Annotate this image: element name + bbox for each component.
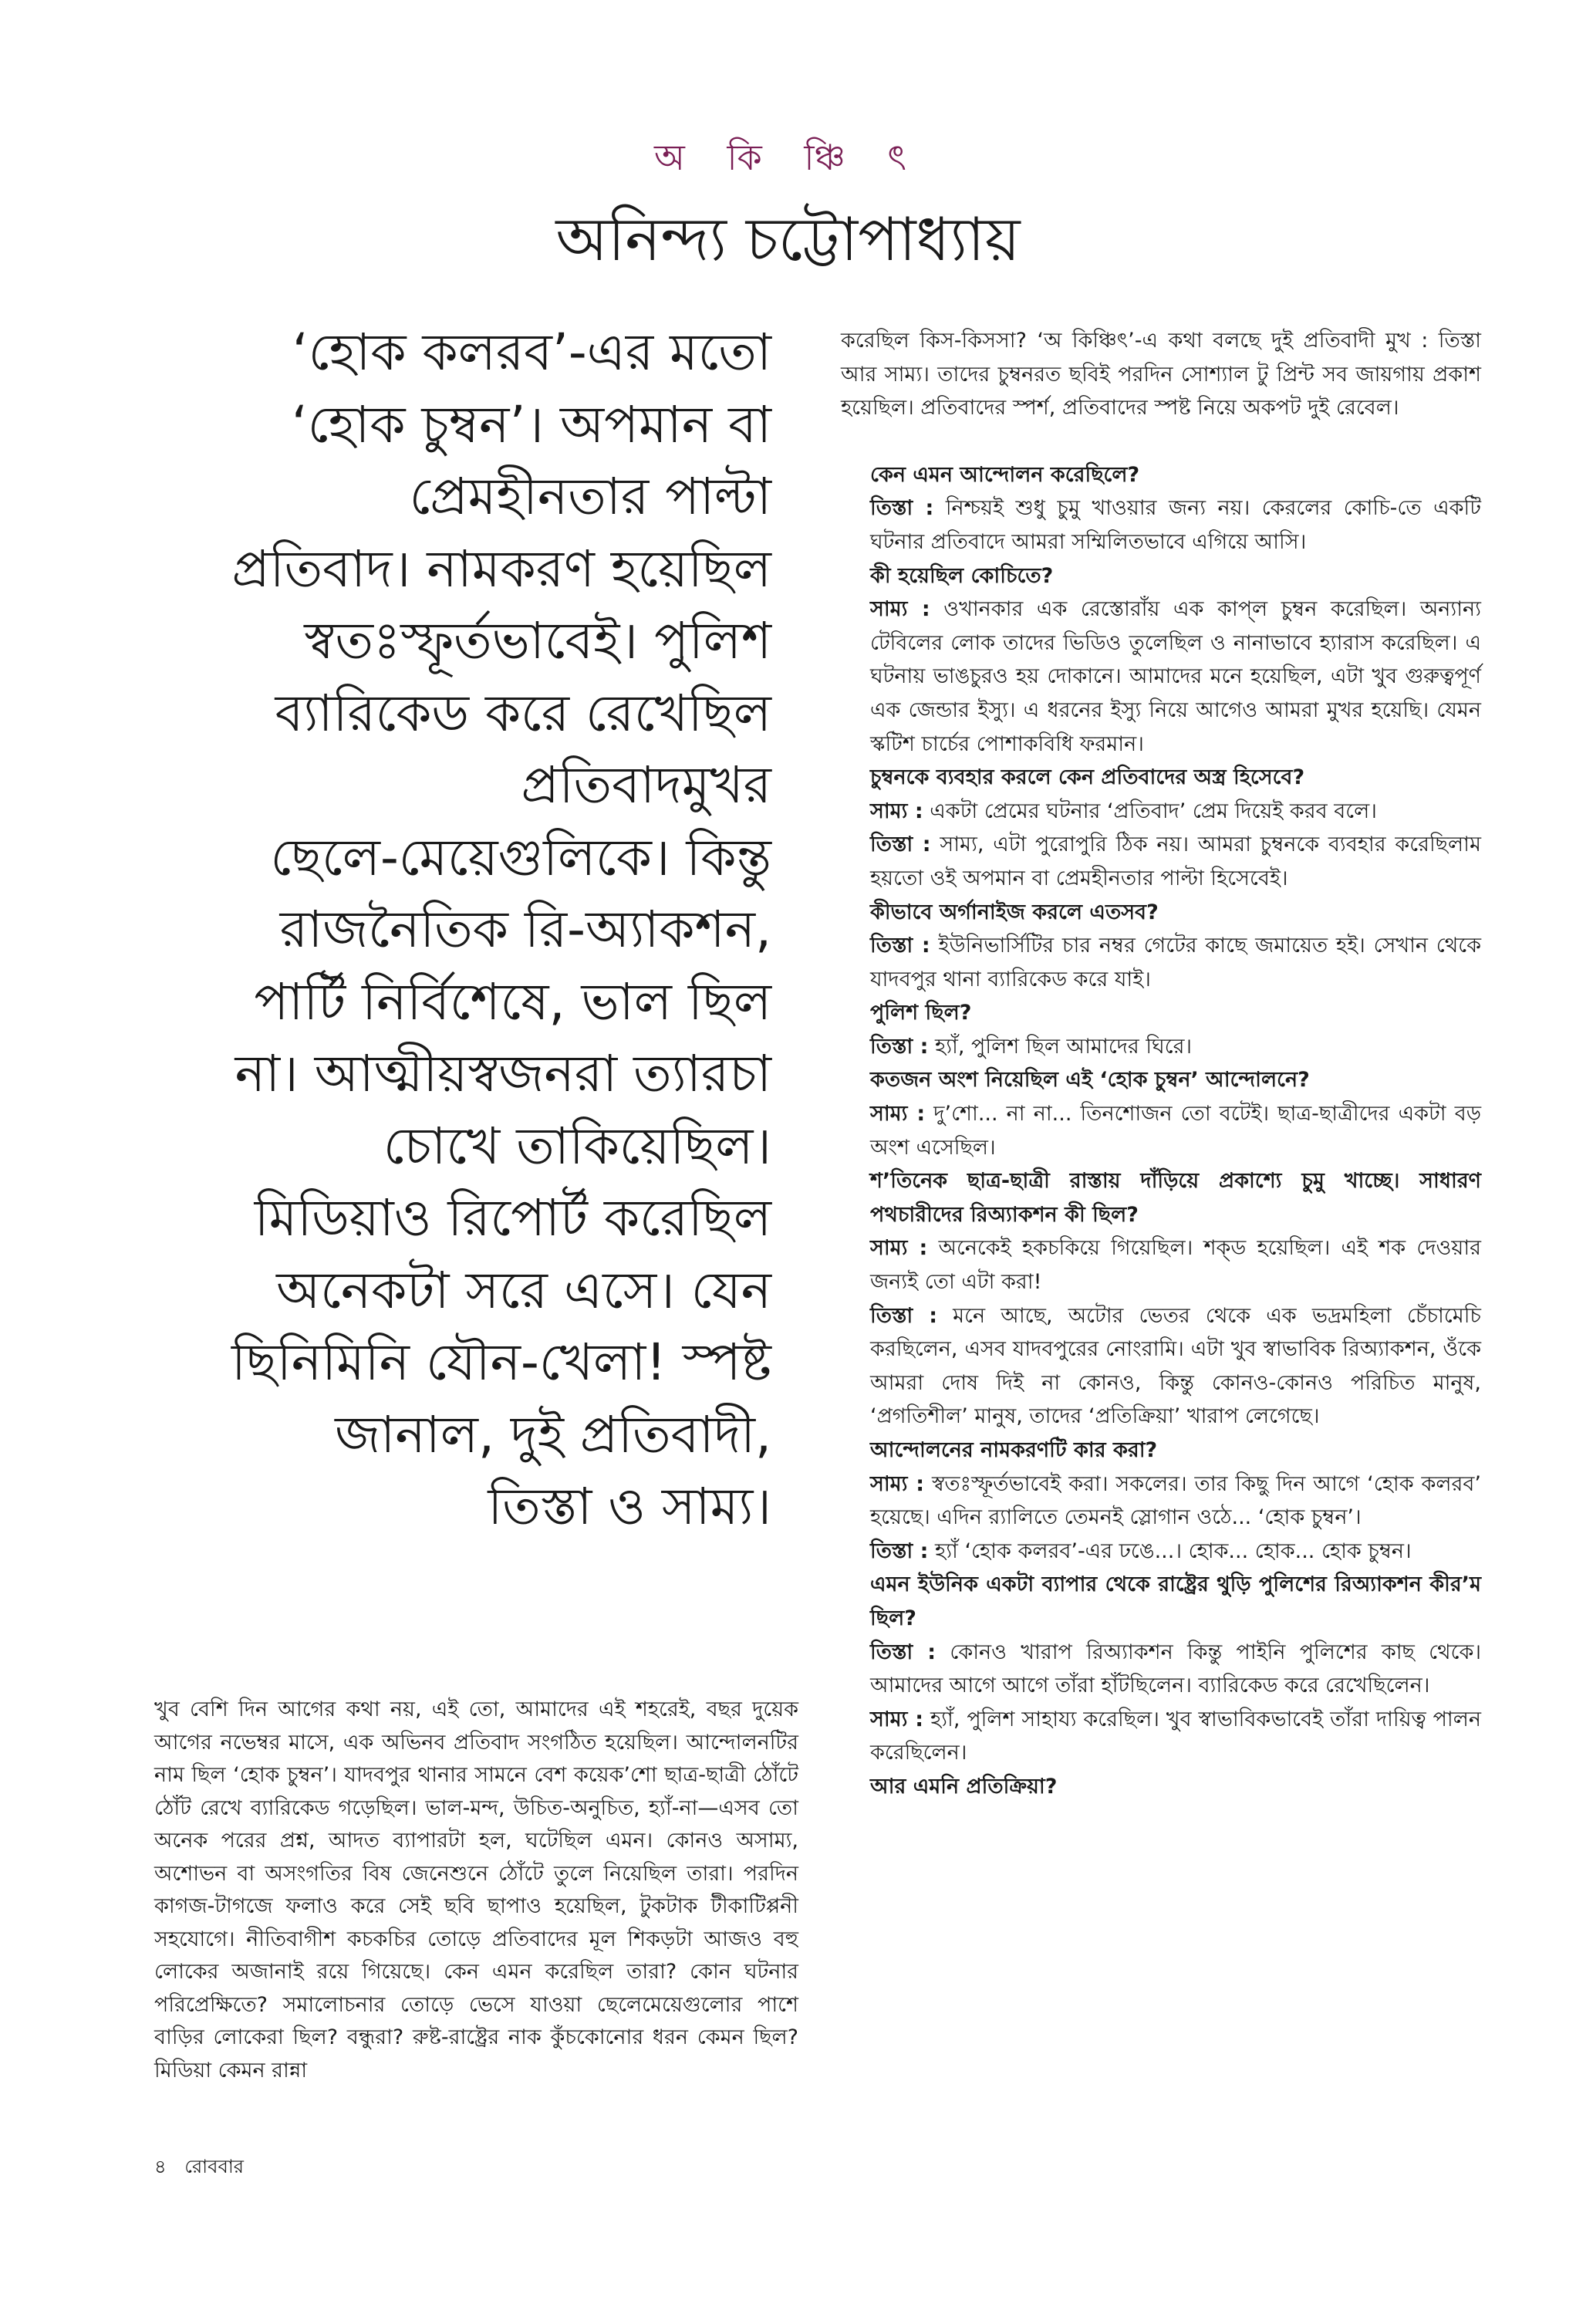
interview-question: কী হয়েছিল কোচিতে? bbox=[870, 563, 1054, 588]
section-kicker: অ কি ঞ্চি ৎ bbox=[654, 137, 922, 178]
speaker-name: তিস্তা : bbox=[870, 1034, 929, 1059]
interview-question: এমন ইউনিক একটা ব্যাপার থেকে রাষ্ট্রের থুড়ি পুলিশের রিঅ্যাকশন কীর’ম ছিল? bbox=[870, 1572, 1481, 1630]
interview-answer bbox=[841, 1097, 1481, 1164]
interview-qa-list bbox=[841, 458, 1481, 1804]
speaker-name: তিস্তা : bbox=[870, 1303, 938, 1328]
speaker-name: তিস্তা : bbox=[870, 496, 934, 521]
pull-quote-line: স্বতঃস্ফূর্তভাবেই। পুলিশ bbox=[304, 611, 771, 671]
pull-quote-line: অনেকটা সরে এসে। যেন bbox=[276, 1260, 771, 1320]
speaker-name: সাম্য : bbox=[870, 1471, 925, 1496]
answer-text: কোনও খারাপ রিঅ্যাকশন কিন্তু পাইনি পুলিশের কাছ থেকে। আমাদের আগে আগে তাঁরা হাঁটছিলেন। ব্যারিকেড করে রেখেছিলেন। bbox=[870, 1640, 1481, 1698]
pull-quote-line: মিডিয়াও রিপোর্ট করেছিল bbox=[254, 1188, 771, 1248]
speaker-name: সাম্য : bbox=[870, 799, 923, 823]
pull-quote-line: পার্টি নির্বিশেষে, ভাল ছিল bbox=[254, 971, 771, 1032]
interview-question: আর এমনি প্রতিক্রিয়া? bbox=[870, 1774, 1058, 1799]
interview-answer bbox=[841, 1468, 1481, 1535]
interview-question: শ’তিনেক ছাত্র-ছাত্রী রাস্তায় দাঁড়িয়ে প্রকাশ্যে চুমু খাচ্ছে। সাধারণ পথচারীদের রিঅ্যাকশন কী ছিল? bbox=[870, 1169, 1481, 1227]
pull-quote-line: ব্যারিকেড করে রেখেছিল bbox=[275, 683, 771, 743]
speaker-name: তিস্তা : bbox=[870, 833, 931, 857]
pull-quote-line: না। আত্মীয়স্বজনরা ত্যারচা bbox=[235, 1044, 771, 1103]
interview-question: কেন এমন আন্দোলন করেছিলে? bbox=[870, 462, 1140, 487]
answer-text: মনে আছে, অটোর ভেতর থেকে এক ভদ্রমহিলা চেঁচামেচি করছিলেন, এসব যাদবপুরের নোংরামি। এটা খুব স্বাভাবিক রিঅ্যাকশন, ওঁকে আমরা দোষ দিই না কোনও, কিন্তু কোনও-কোনও পরিচিত মানুষ, ‘প্রগতিশীল’ মানুষ, তাদের ‘প্রতিক্রিয়া’ খারাপ লেগেছে। bbox=[870, 1303, 1481, 1429]
author-byline: অনিন্দ্য চট্টোপাধ্যায় bbox=[555, 205, 1021, 275]
answer-text: হ্যাঁ, পুলিশ সাহায্য করেছিল। খুব স্বাভাবিকভাবেই তাঁরা দায়িত্ব পালন করেছিলেন। bbox=[870, 1707, 1481, 1765]
interview-question: কতজন অংশ নিয়েছিল এই ‘হোক চুম্বন’ আন্দোলনে? bbox=[870, 1068, 1310, 1093]
answer-text: ওখানকার এক রেস্তোরাঁয় এক কাপ্‌ল চুম্বন করেছিল। অন্যান্য টেবিলের লোক তাদের ভিডিও তুলেছিল ও নানাভাবে হ্যারাস করেছিল। এ ঘটনায় ভাঙচুরও হয় দোকানে। আমাদের মনে হয়েছিল, এটা খুব গুরুত্বপূর্ণ এক জেন্ডার ইস্যু। এ ধরনের ইস্যু নিয়ে আগেও আমরা মুখর হয়েছি। যেমন স্কটিশ চার্চের পোশাকবিধি ফরমান। bbox=[870, 597, 1481, 756]
interview-question: চুম্বনকে ব্যবহার করলে কেন প্রতিবাদের অস্ত্র হিসেবে? bbox=[870, 765, 1305, 790]
interview-answer bbox=[841, 1535, 1481, 1569]
interview-question: পুলিশ ছিল? bbox=[870, 1001, 972, 1025]
interview-answer bbox=[841, 828, 1481, 895]
pull-quote-line: প্রেমহীনতার পাল্টা bbox=[409, 467, 771, 526]
speaker-name: সাম্য : bbox=[870, 597, 930, 622]
interview-answer bbox=[841, 491, 1481, 559]
answer-text: একটা প্রেমের ঘটনার ‘প্রতিবাদ’ প্রেম দিয়েই করব বলে। bbox=[923, 799, 1377, 823]
pull-quote-line: ছেলে-মেয়েগুলিকে। কিন্তু bbox=[270, 827, 771, 887]
answer-text: অনেকেই হকচকিয়ে গিয়েছিল। শক্‌ড হয়েছিল। এই শক দেওয়ার জন্যই তো এটা করা! bbox=[870, 1236, 1481, 1295]
speaker-name: সাম্য : bbox=[870, 1707, 924, 1731]
interview-lede: করেছিল কিস-কিসসা? ‘অ কিঞ্চিৎ’-এ কথা বলছে দুই প্রতিবাদী মুখ : তিস্তা আর সাম্য। তাদের চুম্বনরত ছবিই পরদিন সোশ্যাল টু প্রিন্ট সব জায়গায় প্রকাশ হয়েছিল। প্রতিবাদের স্পর্শ, প্রতিবাদের স্পষ্ট নিয়ে অকপট দুই রেবেল। bbox=[841, 329, 1481, 421]
pull-quote-line: রাজনৈতিক রি-অ্যাকশন, bbox=[279, 900, 771, 959]
pull-quote bbox=[131, 316, 771, 1543]
speaker-name: তিস্তা : bbox=[870, 1640, 936, 1664]
pull-quote-line: ‘হোক চুম্বন’। অপমান বা bbox=[291, 394, 771, 454]
page-number: ৪ bbox=[154, 2156, 167, 2177]
answer-text: স্বতঃস্ফূর্তভাবেই করা। সকলের। তার কিছু দিন আগে ‘হোক কলরব’ হয়েছে। এদিন র‍্যালিতে তেমনই স্লোগান ওঠে... ‘হোক চুম্বন’। bbox=[870, 1471, 1482, 1530]
pull-quote-line: চোখে তাকিয়েছিল। bbox=[383, 1116, 771, 1176]
pull-quote-line: জানাল, দুই প্রতিবাদী, bbox=[335, 1404, 771, 1464]
interview-answer bbox=[841, 1299, 1481, 1434]
pull-quote-line: ছিনিমিনি যৌন-খেলা! স্পষ্ট bbox=[231, 1333, 771, 1392]
publication-name: রোববার bbox=[184, 2156, 244, 2177]
interview-answer bbox=[841, 1703, 1481, 1770]
interview-question: কীভাবে অর্গানাইজ করলে এতসব? bbox=[870, 900, 1159, 924]
pull-quote-line: তিস্তা ও সাম্য। bbox=[488, 1477, 771, 1536]
interview-column bbox=[841, 324, 1481, 1804]
interview-answer bbox=[841, 1636, 1481, 1703]
interview-answer bbox=[841, 929, 1481, 996]
speaker-name: সাম্য : bbox=[870, 1102, 926, 1127]
speaker-name: সাম্য : bbox=[870, 1236, 928, 1261]
answer-text: হ্যাঁ, পুলিশ ছিল আমাদের ঘিরে। bbox=[928, 1034, 1193, 1059]
pull-quote-line: প্রতিবাদমুখর bbox=[521, 755, 771, 815]
interview-answer bbox=[841, 1231, 1481, 1299]
interview-question: আন্দোলনের নামকরণটি কার করা? bbox=[870, 1438, 1158, 1462]
interview-answer bbox=[841, 1030, 1481, 1064]
intro-paragraph: খুব বেশি দিন আগের কথা নয়, এই তো, আমাদের এই শহরেই, বছর দুয়েক আগের নভেম্বর মাসে, এক অভিনব প্রতিবাদ সংগঠিত হয়েছিল। আন্দোলনটির নাম ছিল ‘হোক চুম্বন’। যাদবপুর থানার সামনে বেশ কয়েক’শো ছাত্র-ছাত্রী ঠোঁটে ঠোঁট রেখে ব্যারিকেড গড়েছিল। ভাল-মন্দ, উচিত-অনুচিত, হ্যাঁ-না—এসব তো অনেক পরের প্রশ্ন, আদত ব্যাপারটা হল, ঘটেছিল এমন। কোনও অসাম্য, অশোভন বা অসংগতির বিষ জেনেশুনে ঠোঁটে তুলে নিয়েছিল তারা। পরদিন কাগজ-টাগজে ফলাও করে সেই ছবি ছাপাও হয়েছিল, টুকটাক টীকাটিপ্পনী সহযোগে। নীতিবাগীশ কচকচির তোড়ে প্রতিবাদের মূল শিকড়টা আজও বহু লোকের অজানাই রয়ে গিয়েছে। কেন এমন করেছিল তারা? কোন ঘটনার পরিপ্রেক্ষিতে? সমালোচনার তোড়ে ভেসে যাওয়া ছেলেমেয়েগুলোর পাশে বাড়ির লোকেরা ছিল? বন্ধুরা? রুষ্ট-রাষ্ট্রের নাক কুঁচকোনোর ধরন কেমন ছিল? মিডিয়া কেমন রান্না bbox=[154, 1697, 798, 2082]
interview-answer bbox=[841, 795, 1481, 829]
pull-quote-line: প্রতিবাদ। নামকরণ হয়েছিল bbox=[231, 539, 771, 599]
page-footer bbox=[154, 2153, 256, 2184]
answer-text: হ্যাঁ ‘হোক কলরব’-এর ঢঙে...। হোক... হোক... হোক চুম্বন। bbox=[928, 1539, 1412, 1563]
answer-text: দু’শো... না না... তিনশোজন তো বটেই। ছাত্র-ছাত্রীদের একটা বড় অংশ এসেছিল। bbox=[870, 1102, 1481, 1160]
answer-text: সাম্য, এটা পুরোপুরি ঠিক নয়। আমরা চুম্বনকে ব্যবহার করেছিলাম হয়তো ওই অপমান বা প্রেমহীনতার পাল্টা হিসেবেই। bbox=[870, 833, 1481, 890]
answer-text: নিশ্চয়ই শুধু চুমু খাওয়ার জন্য নয়। কেরলের কোচি-তে একটি ঘটনার প্রতিবাদে আমরা সম্মিলিতভাবে এগিয়ে আসি। bbox=[870, 496, 1481, 554]
answer-text: ইউনিভার্সিটির চার নম্বর গেটের কাছে জমায়েত হই। সেখান থেকে যাদবপুর থানা ব্যারিকেড করে যাই। bbox=[870, 934, 1481, 991]
pull-quote-line: ‘হোক কলরব’-এর মতো bbox=[292, 323, 771, 382]
interview-answer bbox=[841, 593, 1481, 761]
speaker-name: তিস্তা : bbox=[870, 934, 930, 958]
speaker-name: তিস্তা : bbox=[870, 1539, 929, 1563]
